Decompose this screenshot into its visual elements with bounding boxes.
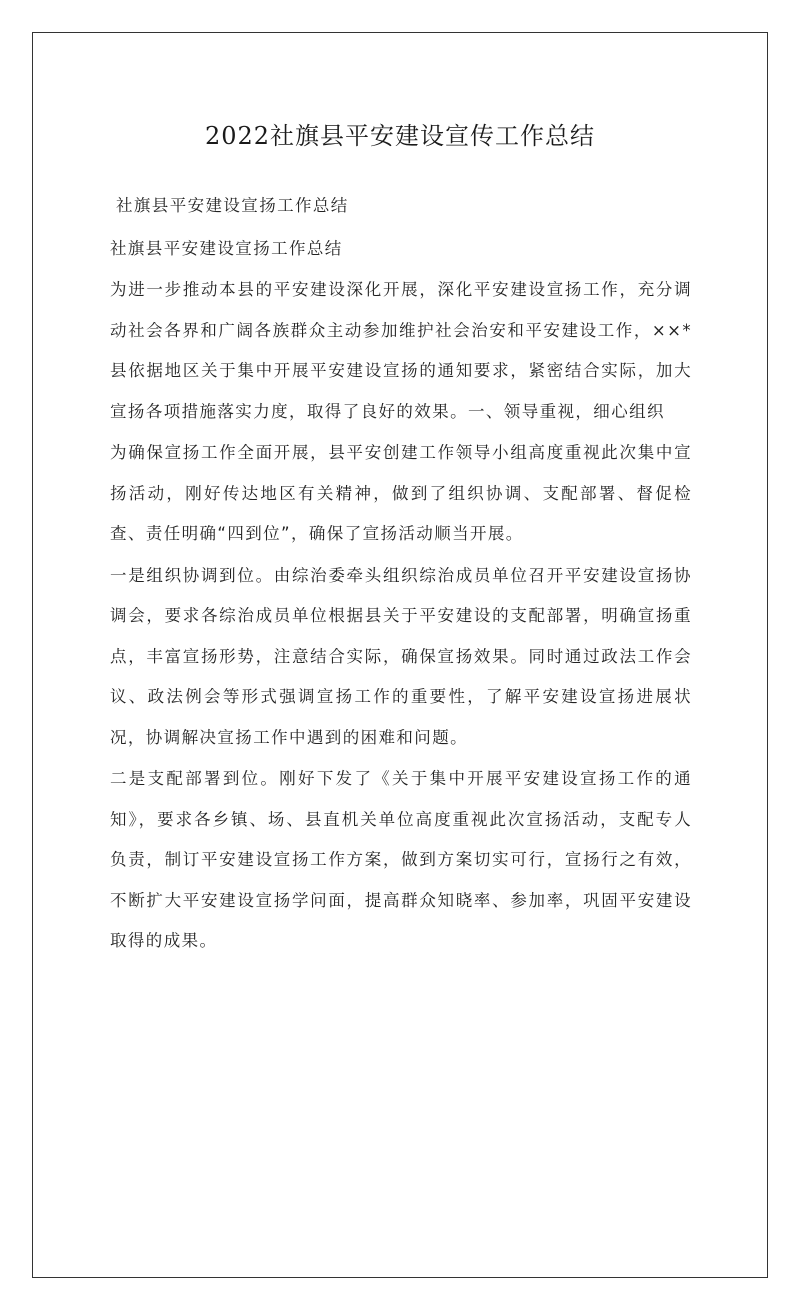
paragraph-ensure: 为确保宣扬工作全面开展，县平安创建工作领导小组高度重视此次集中宣扬活动，刚好传达地区有关精神，做到了组织协调、支配部署、督促检查、责任明确“四到位”，确保了宣扬活动顺当开展。 <box>110 443 692 543</box>
document-body <box>110 186 692 962</box>
document-title: 2022社旗县平安建设宣传工作总结 <box>204 122 596 150</box>
paragraph-intro: 为进一步推动本县的平安建设深化开展，深化平安建设宣扬工作，充分调动社会各界和广阔各族群众主动参加维护社会治安和平安建设工作，××*县依据地区关于集中开展平安建设宣扬的通知要求，紧密结合实际，加大宣扬各项措施落实力度，取得了良好的效果。一、领导重视，细心组织 <box>110 280 692 421</box>
document-subtitle: 社旗县平安建设宣扬工作总结 <box>116 196 349 215</box>
paragraph-point-one: 一是组织协调到位。由综治委牵头组织综治成员单位召开平安建设宣扬协调会，要求各综治成员单位根据县关于平安建设的支配部署，明确宣扬重点，丰富宣扬形势，注意结合实际，确保宣扬效果。同时通过政法工作会议、政法例会等形式强调宣扬工作的重要性，了解平安建设宣扬进展状况，协调解决宣扬工作中遇到的困难和问题。 <box>110 565 692 747</box>
paragraph-point-two: 二是支配部署到位。刚好下发了《关于集中开展平安建设宣扬工作的通知》，要求各乡镇、场、县直机关单位高度重视此次宣扬活动，支配专人负责，制订平安建设宣扬工作方案，做到方案切实可行，宣扬行之有效，不断扩大平安建设宣扬学问面，提高群众知晓率、参加率，巩固平安建设取得的成果。 <box>110 769 692 950</box>
paragraph-heading: 社旗县平安建设宣扬工作总结 <box>110 238 343 258</box>
